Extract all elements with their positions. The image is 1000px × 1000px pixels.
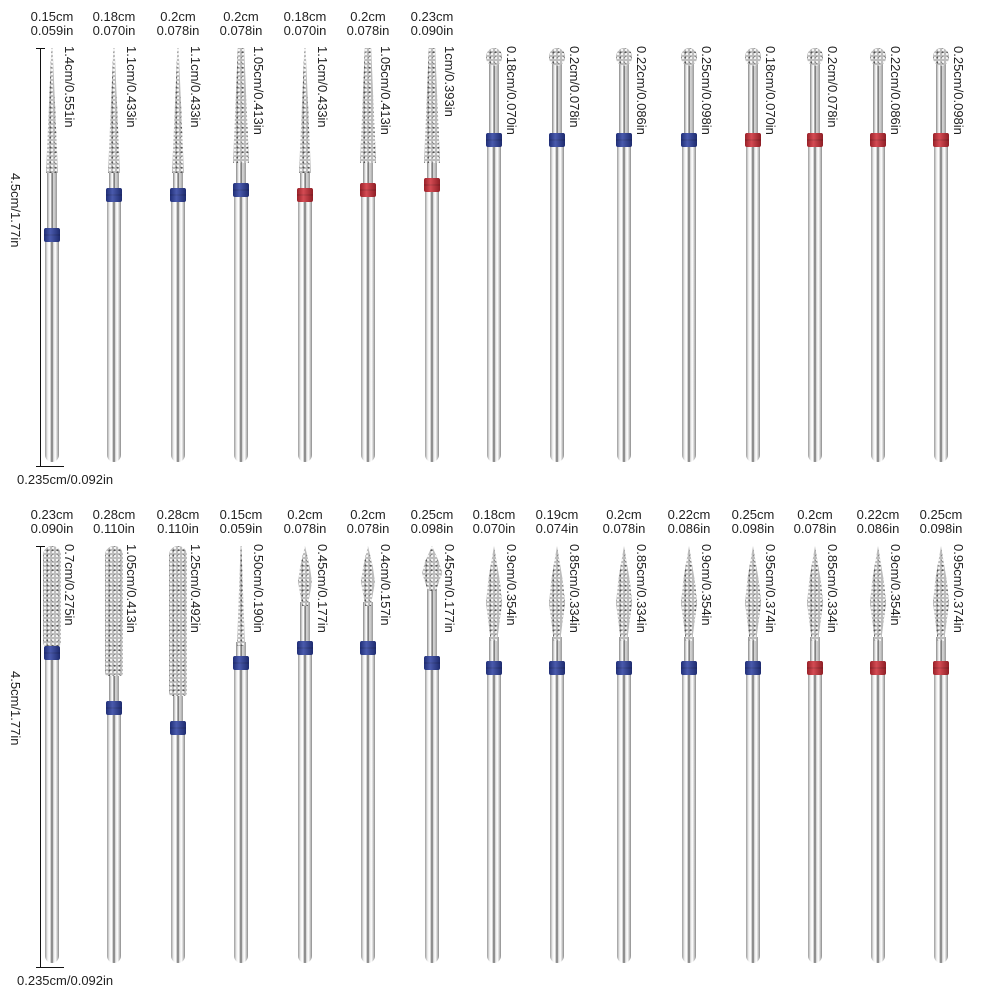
bit-shank [361, 183, 375, 462]
diameter-cm: 0.22cm [667, 507, 711, 522]
bit-shank [107, 701, 121, 963]
diameter-in: 0.086in [856, 521, 900, 536]
diamond-head [361, 546, 375, 606]
blue-grit-ring [44, 646, 60, 660]
bit-neck [489, 62, 499, 133]
head-length-label: 0.2cm/0.078in [825, 46, 840, 128]
diamond-head [424, 48, 440, 163]
diamond-head [807, 48, 823, 66]
blue-grit-ring [486, 133, 502, 147]
diameter-cm: 0.22cm [856, 507, 900, 522]
diameter-in: 0.090in [30, 521, 74, 536]
diamond-head [486, 48, 502, 66]
head-length-label: 0.9cm/0.354in [888, 544, 903, 626]
bit-neck [173, 692, 183, 721]
red-grit-ring [870, 133, 886, 147]
bit-shank [550, 133, 564, 462]
diameter-cm: 0.2cm [350, 507, 386, 522]
diameter-in: 0.070in [472, 521, 516, 536]
bit-shank [617, 133, 631, 462]
bit-diameter-label [392, 10, 472, 38]
head-length-label: 1.05cm/0.413in [378, 46, 393, 135]
diameter-cm: 0.23cm [30, 507, 74, 522]
diameter-cm: 0.18cm [283, 9, 327, 24]
bit-shank [550, 661, 564, 963]
bit-shank [234, 656, 248, 963]
red-grit-ring [933, 661, 949, 675]
blue-grit-ring [170, 188, 186, 202]
diameter-cm: 0.25cm [410, 507, 454, 522]
red-grit-ring [297, 188, 313, 202]
blue-grit-ring [297, 641, 313, 655]
head-length-label: 0.95cm/0.374in [951, 544, 966, 633]
red-grit-ring [807, 661, 823, 675]
diamond-head [549, 546, 565, 641]
diamond-head [745, 48, 761, 66]
diameter-cm: 0.23cm [410, 9, 454, 24]
diamond-head [933, 48, 949, 66]
red-grit-ring [870, 661, 886, 675]
diameter-cm: 0.2cm [606, 507, 642, 522]
bit-shank [45, 228, 59, 462]
diameter-cm: 0.28cm [156, 507, 200, 522]
head-length-label: 0.2cm/0.078in [567, 46, 582, 128]
blue-grit-ring [106, 701, 122, 715]
shank-diameter-dimension-line [36, 466, 64, 467]
diameter-in: 0.074in [535, 521, 579, 536]
blue-grit-ring [486, 661, 502, 675]
diameter-in: 0.070in [92, 23, 136, 38]
blue-grit-ring [616, 661, 632, 675]
bit-shank [171, 188, 185, 462]
diameter-in: 0.078in [283, 521, 327, 536]
blue-grit-ring [681, 133, 697, 147]
diameter-cm: 0.15cm [219, 507, 263, 522]
diamond-head [169, 546, 187, 696]
blue-grit-ring [233, 656, 249, 670]
head-length-label: 0.22cm/0.086in [634, 46, 649, 135]
bit-shank [234, 183, 248, 462]
diameter-cm: 0.2cm [350, 9, 386, 24]
bit-shank [298, 641, 312, 963]
red-grit-ring [360, 183, 376, 197]
diameter-cm: 0.2cm [223, 9, 259, 24]
diameter-in: 0.098in [731, 521, 775, 536]
bit-shank [808, 133, 822, 462]
bit-shank [682, 661, 696, 963]
head-length-label: 0.85cm/0.334in [567, 544, 582, 633]
diameter-cm: 0.19cm [535, 507, 579, 522]
diamond-head [681, 48, 697, 66]
diamond-head [807, 546, 823, 641]
bit-shank [682, 133, 696, 462]
bit-neck [810, 62, 820, 133]
head-length-label: 1cm/0.393in [442, 46, 457, 117]
bit-shank [425, 178, 439, 462]
diamond-head [745, 546, 761, 641]
bit-shank [425, 656, 439, 963]
diamond-head [172, 48, 184, 173]
head-length-label: 0.95cm/0.374in [763, 544, 778, 633]
bit-neck [619, 62, 629, 133]
diameter-in: 0.098in [410, 521, 454, 536]
blue-grit-ring [233, 183, 249, 197]
bit-shank [934, 661, 948, 963]
head-length-label: 0.45cm/0.177in [315, 544, 330, 633]
diameter-cm: 0.28cm [92, 507, 136, 522]
bit-neck [109, 672, 119, 701]
bottom-row-bits [0, 508, 1000, 1000]
bit-neck [748, 62, 758, 133]
shank-diameter-label: 0.235cm/0.092in [17, 973, 114, 988]
total-length-label: 4.5cm/1.77in [8, 173, 23, 248]
diameter-cm: 0.2cm [287, 507, 323, 522]
bit-shank [934, 133, 948, 462]
diameter-in: 0.086in [667, 521, 711, 536]
red-grit-ring [807, 133, 823, 147]
blue-grit-ring [549, 133, 565, 147]
shank-diameter-dimension-line [36, 967, 64, 968]
bit-neck [300, 602, 310, 641]
bit-shank [45, 646, 59, 963]
head-length-label: 1.1cm/0.433in [188, 46, 203, 128]
bit-shank [746, 661, 760, 963]
diameter-in: 0.078in [156, 23, 200, 38]
head-length-label: 1.25cm/0.492in [188, 544, 203, 633]
bit-neck [427, 587, 437, 656]
diamond-head [870, 48, 886, 66]
diameter-in: 0.078in [346, 521, 390, 536]
diamond-head [299, 48, 311, 173]
diamond-head [486, 546, 502, 641]
head-length-label: 1.05cm/0.413in [251, 46, 266, 135]
diamond-head [233, 48, 249, 163]
diamond-head [360, 48, 376, 163]
diameter-in: 0.059in [30, 23, 74, 38]
diamond-head [237, 546, 245, 646]
head-length-label: 1.1cm/0.433in [315, 46, 330, 128]
diamond-head [298, 546, 312, 606]
diamond-head [46, 48, 58, 173]
total-length-label: 4.5cm/1.77in [8, 671, 23, 746]
head-length-label: 0.7cm/0.275in [62, 544, 77, 626]
diamond-head [616, 48, 632, 66]
bit-shank [361, 641, 375, 963]
head-length-label: 0.50cm/0.190in [251, 544, 266, 633]
head-length-label: 0.25cm/0.098in [951, 46, 966, 135]
diameter-cm: 0.25cm [731, 507, 775, 522]
diamond-head [108, 48, 120, 173]
bit-shank [298, 188, 312, 462]
diameter-cm: 0.25cm [919, 507, 963, 522]
diameter-cm: 0.2cm [160, 9, 196, 24]
bit-shank [107, 188, 121, 462]
diamond-head [422, 546, 442, 591]
bit-shank [871, 661, 885, 963]
blue-grit-ring [549, 661, 565, 675]
diameter-in: 0.078in [219, 23, 263, 38]
bit-shank [871, 133, 885, 462]
head-length-label: 0.18cm/0.070in [504, 46, 519, 135]
diameter-in: 0.059in [219, 521, 263, 536]
diamond-head [616, 546, 632, 641]
diameter-cm: 0.2cm [797, 507, 833, 522]
blue-grit-ring [745, 661, 761, 675]
diameter-in: 0.090in [410, 23, 454, 38]
diameter-in: 0.070in [283, 23, 327, 38]
bit-neck [684, 62, 694, 133]
head-length-label: 0.25cm/0.098in [699, 46, 714, 135]
diameter-in: 0.078in [793, 521, 837, 536]
diamond-head [549, 48, 565, 66]
blue-grit-ring [616, 133, 632, 147]
bit-shank [487, 133, 501, 462]
head-length-label: 0.85cm/0.334in [825, 544, 840, 633]
diameter-cm: 0.15cm [30, 9, 74, 24]
red-grit-ring [424, 178, 440, 192]
red-grit-ring [933, 133, 949, 147]
blue-grit-ring [170, 721, 186, 735]
bit-diameter-label [901, 508, 981, 536]
bit-neck [873, 62, 883, 133]
bit-neck [363, 602, 373, 641]
head-length-label: 0.22cm/0.086in [888, 46, 903, 135]
diamond-head [681, 546, 697, 641]
head-length-label: 0.45cm/0.177in [442, 544, 457, 633]
total-length-dimension-line [40, 48, 41, 466]
blue-grit-ring [106, 188, 122, 202]
head-length-label: 0.9cm/0.354in [504, 544, 519, 626]
top-tick [36, 546, 45, 547]
diameter-cm: 0.18cm [92, 9, 136, 24]
total-length-dimension-line [40, 546, 41, 967]
blue-grit-ring [424, 656, 440, 670]
diameter-in: 0.078in [602, 521, 646, 536]
bit-neck [936, 62, 946, 133]
head-length-label: 1.05cm/0.413in [124, 544, 139, 633]
bit-shank [617, 661, 631, 963]
bit-shank [171, 721, 185, 963]
diamond-head [933, 546, 949, 641]
bit-shank [746, 133, 760, 462]
bit-neck [47, 169, 57, 228]
head-length-label: 0.4cm/0.157in [378, 544, 393, 626]
shank-diameter-label: 0.235cm/0.092in [17, 472, 114, 487]
diamond-head [105, 546, 123, 676]
head-length-label: 0.85cm/0.334in [634, 544, 649, 633]
blue-grit-ring [681, 661, 697, 675]
diamond-head [870, 546, 886, 641]
bit-neck [552, 62, 562, 133]
bit-shank [808, 661, 822, 963]
diameter-in: 0.098in [919, 521, 963, 536]
diamond-head [43, 546, 61, 646]
diameter-in: 0.078in [346, 23, 390, 38]
bit-shank [487, 661, 501, 963]
head-length-label: 0.9cm/0.354in [699, 544, 714, 626]
blue-grit-ring [360, 641, 376, 655]
diameter-in: 0.110in [93, 521, 135, 536]
top-tick [36, 48, 45, 49]
diameter-in: 0.110in [157, 521, 199, 536]
head-length-label: 1.1cm/0.433in [124, 46, 139, 128]
red-grit-ring [745, 133, 761, 147]
head-length-label: 0.18cm/0.070in [763, 46, 778, 135]
diameter-cm: 0.18cm [472, 507, 516, 522]
blue-grit-ring [44, 228, 60, 242]
head-length-label: 1.4cm/0.551in [62, 46, 77, 128]
